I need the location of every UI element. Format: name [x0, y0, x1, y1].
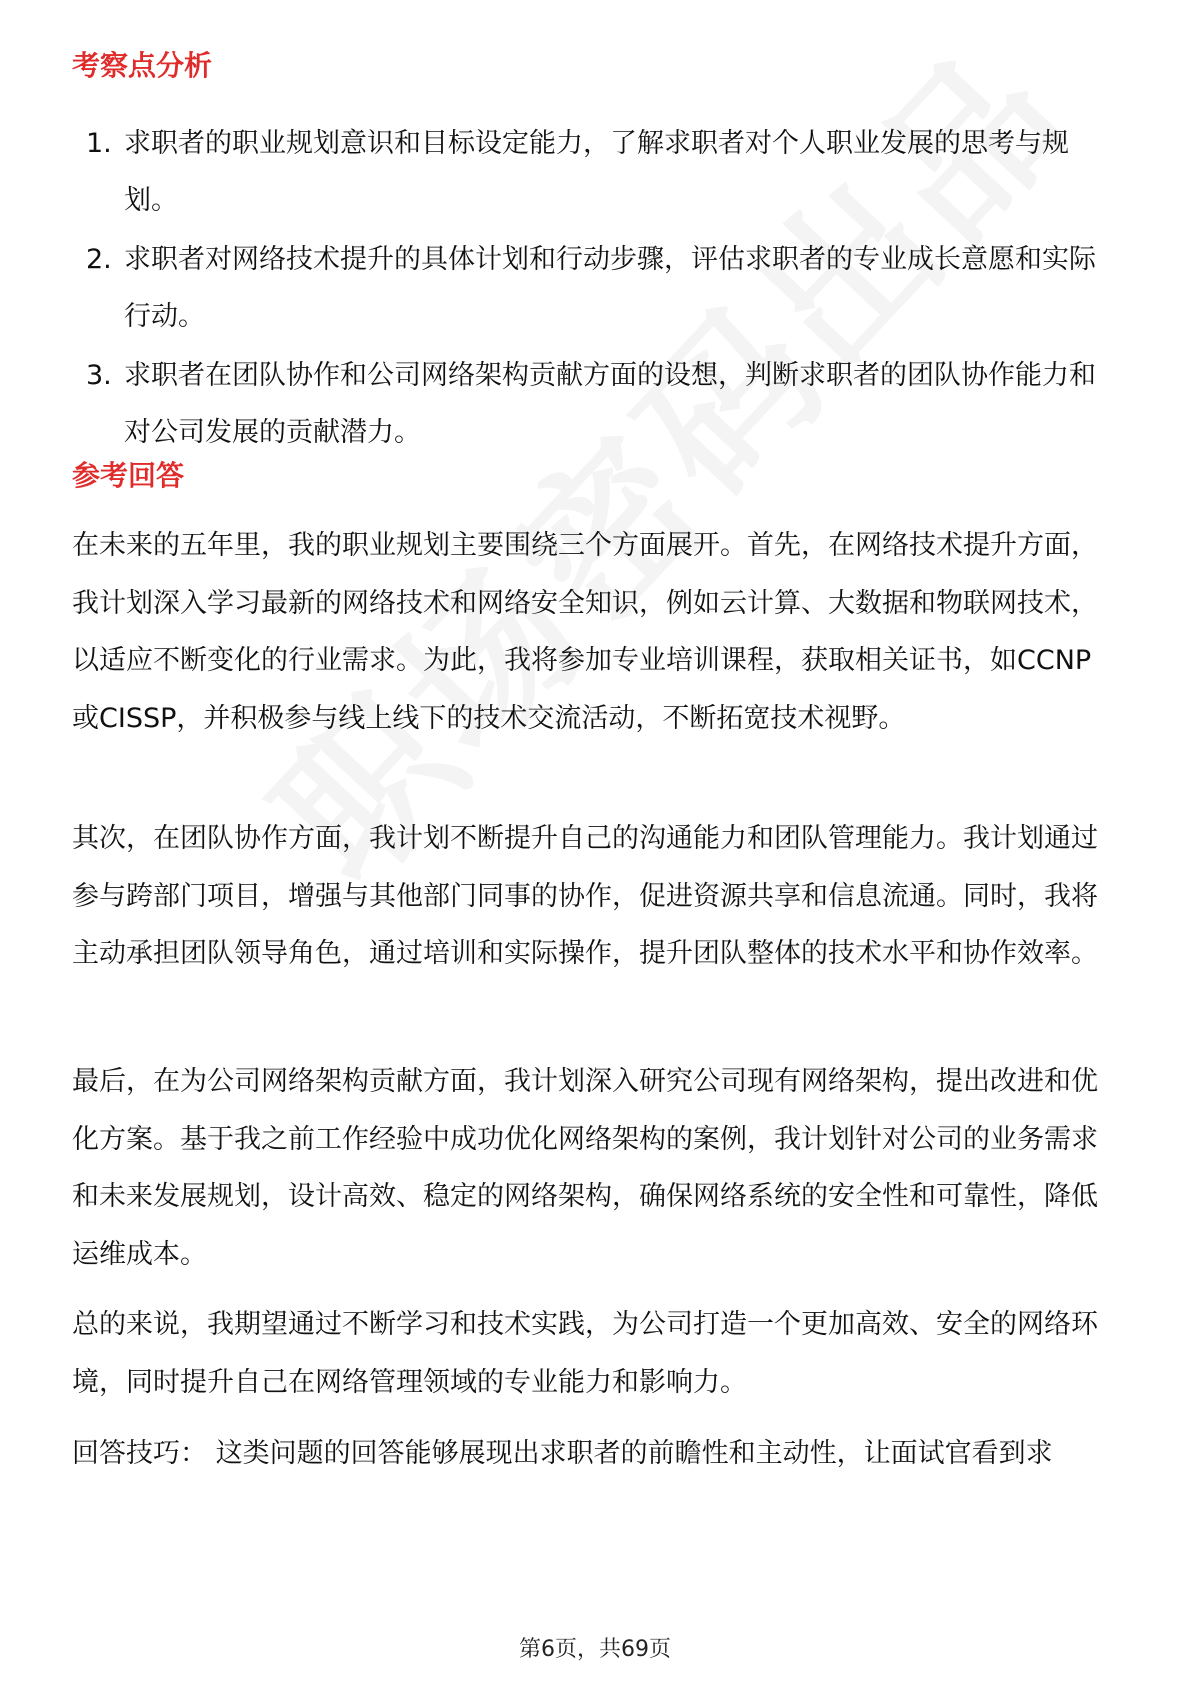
answer-title: 参考回答 [72, 459, 185, 492]
list-item [72, 115, 1118, 229]
list-item-number: 3. [86, 360, 112, 391]
list-item [72, 231, 1118, 345]
analysis-list [72, 115, 1118, 463]
answer-paragraph: 在未来的五年里，我的职业规划主要围绕三个方面展开。首先，在网络技术提升方面，我计划深入学习最新的网络技术和网络安全知识，例如云计算、大数据和物联网技术，以适应不断变化的行业需求。为此，我将参加专业培训课程，获取相关证书，如CCNP或CISSP，并积极参与线上线下的技术交流活动，不断拓宽技术视野。 [72, 530, 1098, 734]
answer-paragraph: 其次，在团队协作方面，我计划不断提升自己的沟通能力和团队管理能力。我计划通过参与跨部门项目，增强与其他部门同事的协作，促进资源共享和信息流通。同时，我将主动承担团队领导角色，通过培训和实际操作，提升团队整体的技术水平和协作效率。 [72, 823, 1098, 969]
list-item-number: 1. [86, 128, 112, 159]
list-item-number: 2. [86, 244, 112, 275]
answer-paragraph: 总的来说，我期望通过不断学习和技术实践，为公司打造一个更加高效、安全的网络环境，同时提升自己在网络管理领域的专业能力和影响力。 [72, 1309, 1098, 1398]
list-item-text: 求职者对网络技术提升的具体计划和行动步骤，评估求职者的专业成长意愿和实际行动。 [124, 244, 1096, 332]
analysis-title: 考察点分析 [72, 49, 213, 82]
answer-paragraph: 最后，在为公司网络架构贡献方面，我计划深入研究公司现有网络架构，提出改进和优化方案。基于我之前工作经验中成功优化网络架构的案例，我计划针对公司的业务需求和未来发展规划，设计高效、稳定的网络架构，确保网络系统的安全性和可靠性，降低运维成本。 [72, 1066, 1098, 1270]
list-item [72, 347, 1118, 461]
answer-tips: 回答技巧： 这类问题的回答能够展现出求职者的前瞻性和主动性，让面试官看到求 [72, 1438, 1053, 1469]
page-footer: 第6页，共69页 [519, 1637, 671, 1662]
list-item-text: 求职者的职业规划意识和目标设定能力，了解求职者对个人职业发展的思考与规划。 [124, 128, 1069, 216]
list-item-text: 求职者在团队协作和公司网络架构贡献方面的设想，判断求职者的团队协作能力和对公司发展的贡献潜力。 [124, 360, 1096, 448]
